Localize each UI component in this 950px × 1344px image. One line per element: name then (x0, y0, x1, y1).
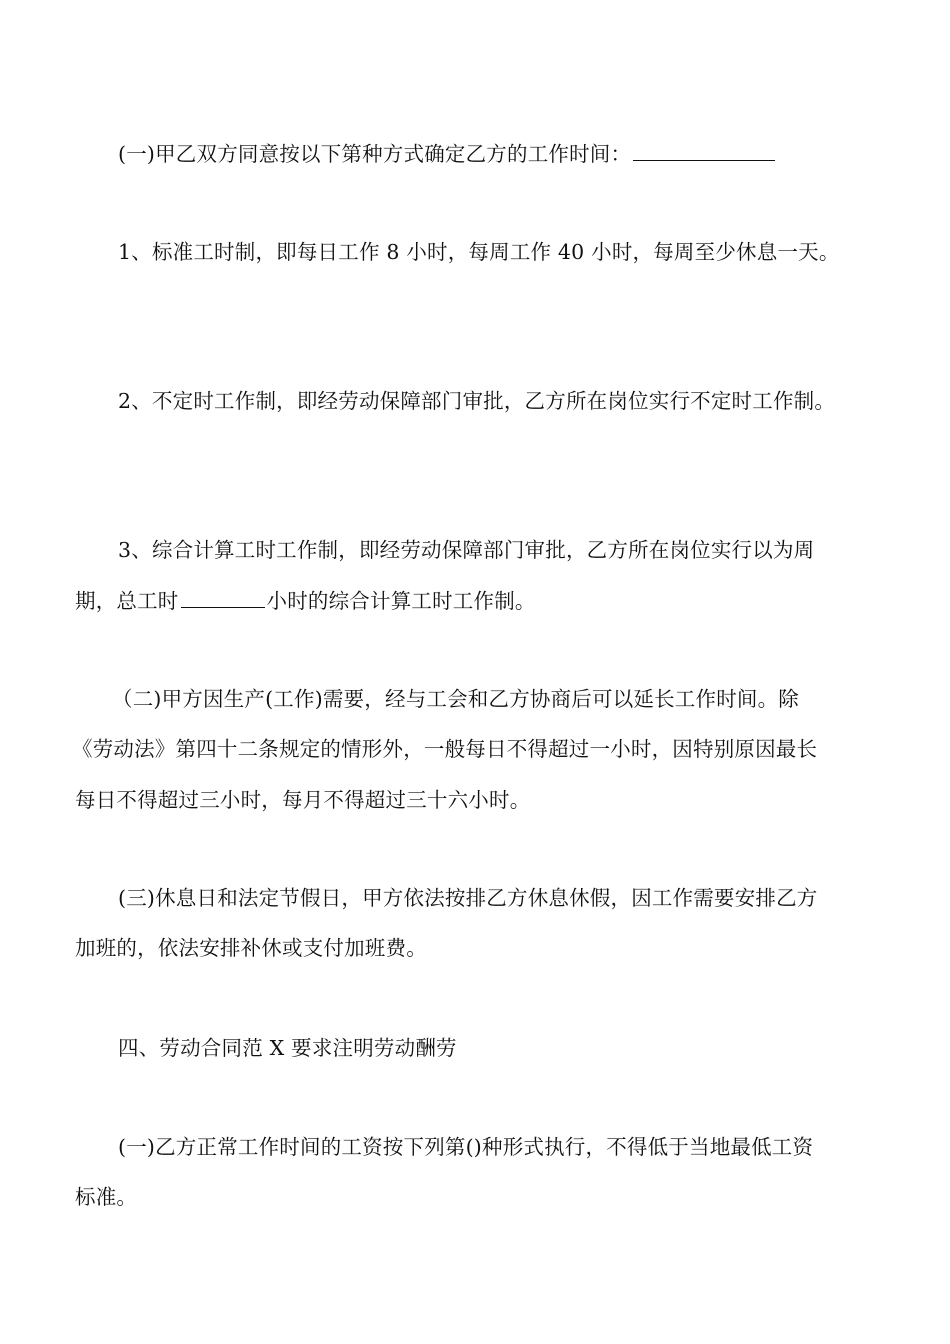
paragraph-overtime-line2 (72, 737, 882, 761)
paragraph-text: 四、劳动合同范 X 要求注明劳动酬劳 (118, 1036, 457, 1060)
paragraph-text: 《劳动法》第四十二条规定的情形外，一般每日不得超过一小时，因特别原因最长 (72, 737, 818, 761)
paragraph-text: (三)休息日和法定节假日，甲方依法按排乙方休息休假，因工作需要安排乙方 (118, 886, 818, 910)
paragraph-text: 标准。 (75, 1185, 138, 1209)
paragraph-text: (一)乙方正常工作时间的工资按下列第()种形式执行，不得低于当地最低工资 (118, 1135, 814, 1159)
paragraph-comprehensive-hours-line1 (118, 538, 928, 562)
paragraph-overtime-line1 (112, 687, 922, 711)
paragraph-text: 小时的综合计算工时工作制。 (266, 589, 536, 613)
paragraph-wage-form-line2 (75, 1185, 885, 1209)
fill-in-blank (633, 142, 775, 161)
paragraph-comprehensive-hours-line2 (75, 589, 885, 613)
paragraph-standard-hours (118, 240, 928, 264)
paragraph-text: 2、不定时工作制，即经劳动保障部门审批，乙方所在岗位实行不定时工作制。 (118, 389, 836, 413)
section-heading-remuneration (118, 1036, 928, 1060)
paragraph-text: 每日不得超过三小时，每月不得超过三十六小时。 (75, 788, 531, 812)
paragraph-text: 加班的，依法安排补休或支付加班费。 (75, 936, 427, 960)
paragraph-wage-form-line1 (118, 1135, 928, 1159)
paragraph-rest-days-line1 (118, 886, 928, 910)
fill-in-blank (181, 589, 265, 608)
paragraph-text: （二)甲方因生产(工作)需要，经与工会和乙方协商后可以延长工作时间。除 (112, 687, 799, 711)
paragraph-flexible-hours (118, 389, 928, 413)
paragraph-rest-days-line2 (75, 936, 885, 960)
paragraph-text: 期，总工时 (75, 589, 179, 613)
paragraph-text: (一)甲乙双方同意按以下第种方式确定乙方的工作时间： (118, 142, 632, 166)
paragraph-work-time-method (118, 142, 928, 166)
paragraph-overtime-line3 (75, 788, 885, 812)
paragraph-text: 3、综合计算工时工作制，即经劳动保障部门审批，乙方所在岗位实行以为周 (118, 538, 815, 562)
paragraph-text: 1、标准工时制，即每日工作 8 小时，每周工作 40 小时，每周至少休息一天。 (118, 240, 840, 264)
